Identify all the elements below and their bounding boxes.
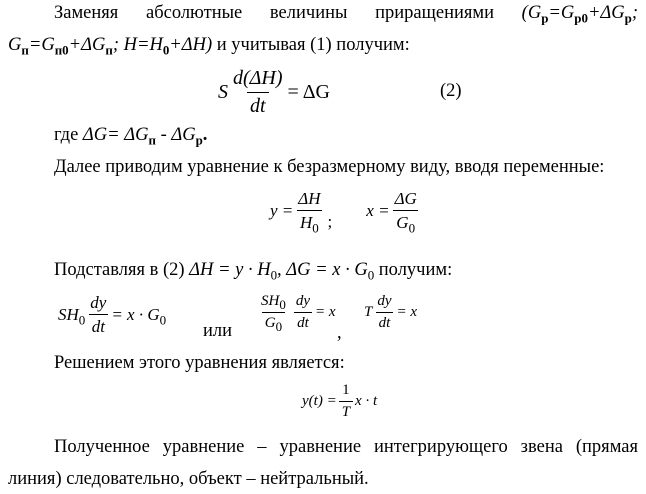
equation-b: $\frac{SH_0}{G_0}$ $\frac{dy}{dt}$ = x xyxy=(261,293,336,334)
y-fraction: $\frac{\Delta H}{H_0}$ xyxy=(298,189,321,236)
substitution-gp: ($G_р=G_{р0}+\Delta G_р$; xyxy=(521,3,639,26)
solution-equation: y(t) = $\frac{1}{T}$ x · t xyxy=(302,382,378,420)
substitution-formula: $\Delta H = y \cdot H_0$, $\Delta G = x \cdot G_0$ xyxy=(189,260,375,283)
paragraph-4: Решением этого уравнения является: xyxy=(54,353,345,373)
equations-comma: , xyxy=(337,323,342,343)
eq2-fraction: $\frac{d(\Delta H)}{dt}$ xyxy=(233,67,283,117)
equation-c: T $\frac{dy}{dt}$ = x xyxy=(364,293,418,331)
equation-2 xyxy=(218,66,330,119)
variables-definition: y = $\frac{\Delta H}{H_0}$ ; x = $\frac{\Delta G}{G_0}$ xyxy=(270,188,422,234)
vars-separator: ; xyxy=(327,212,333,232)
paragraph-1-line-1 xyxy=(54,2,638,25)
paragraph-2: Далее приводим уравнение к безразмерному виду, вводя переменные: xyxy=(54,157,605,177)
paragraph-1-line-2 xyxy=(8,34,410,57)
paragraph-5-line-2: линия) следовательно, объект – нейтральный. xyxy=(8,469,369,489)
substitution-gn: $G_п=G_{п0}+\Delta G_п$; $H=H_0+\Delta H$) xyxy=(8,35,213,58)
equation-a: $SH_0$ $\frac{dy}{dt}$ = $x \cdot G_0$ xyxy=(58,293,167,337)
where-line: где $\Delta G= \Delta G_п - \Delta G_р$. xyxy=(54,125,208,148)
paragraph-1-text: Заменяя абсолютные величины приращениями xyxy=(54,3,494,23)
paragraph-5-line-1: Полученное уравнение – уравнение интегрирующего звена (прямая xyxy=(54,437,638,457)
eq2-rhs: = ΔG xyxy=(287,81,330,103)
x-fraction: $\frac{\Delta G}{G_0}$ xyxy=(394,189,417,236)
equation-number: (2) xyxy=(440,81,462,101)
eq2-s: S xyxy=(218,81,228,103)
or-word: или xyxy=(203,321,233,341)
paragraph-1-tail: и учитывая (1) получим: xyxy=(212,35,410,55)
paragraph-3: Подставляя в (2) $\Delta H = y \cdot H_0$, $\Delta G = x \cdot G_0$ получим: xyxy=(54,260,453,283)
